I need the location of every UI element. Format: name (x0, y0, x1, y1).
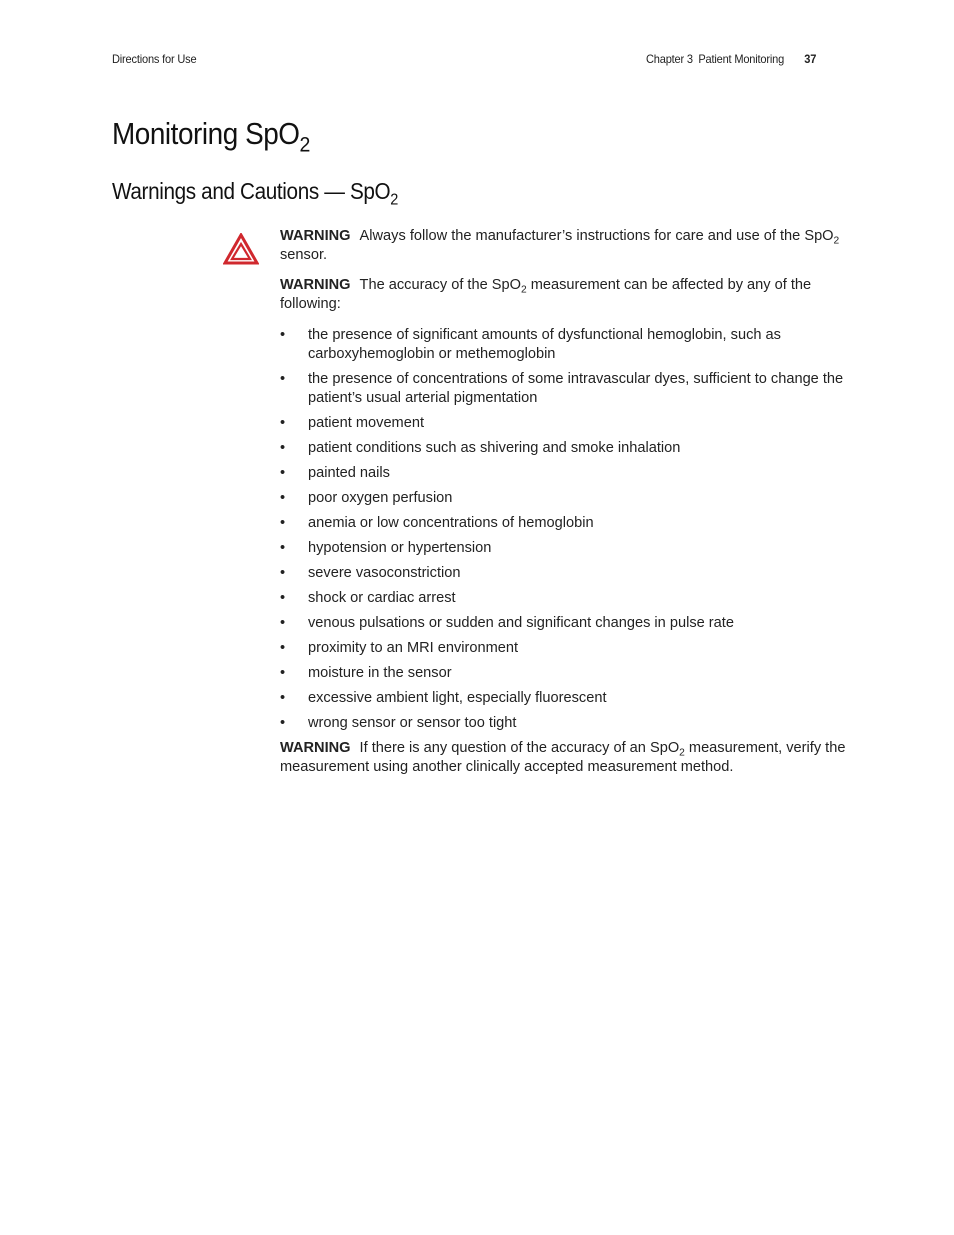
bullet: • (280, 640, 286, 656)
list-item (280, 326, 846, 364)
list-item (280, 370, 846, 408)
warning-text: The accuracy of the SpO (359, 277, 521, 293)
warning-label: WARNING (280, 740, 351, 756)
warning-label: WARNING (280, 228, 351, 244)
running-header-left: Directions for Use (112, 52, 197, 66)
section-heading-subscript: 2 (390, 190, 399, 209)
list-item-text: excessive ambient light, especially fluorescent (308, 690, 607, 706)
page-title-text: Monitoring SpO (112, 116, 300, 151)
warning-text-tail: measurement, verify the measurement using another clinically accepted measurement method. (280, 740, 846, 775)
bullet: • (280, 590, 286, 606)
warning-text-tail: measurement can be affected by any of the following: (280, 277, 812, 312)
warning-paragraph-3 (280, 739, 846, 777)
section-heading (112, 178, 399, 209)
list-item (280, 489, 846, 508)
accuracy-factors-list (280, 326, 846, 733)
list-item-text: the presence of concentrations of some intravascular dyes, sufficient to change the patient’s usual arterial pigmentation (308, 371, 844, 406)
chapter-title: Patient Monitoring (698, 52, 785, 66)
list-item (280, 589, 846, 608)
warning-label: WARNING (280, 277, 351, 293)
running-header-right (646, 52, 816, 66)
page-title (112, 116, 310, 157)
warning-subscript: 2 (833, 235, 840, 247)
list-item-text: the presence of significant amounts of dysfunctional hemoglobin, such as carboxyhemoglobin or methemoglobin (308, 327, 781, 362)
bullet: • (280, 415, 286, 431)
list-item-text: poor oxygen perfusion (308, 490, 453, 506)
bullet: • (280, 371, 286, 387)
list-item-text: proximity to an MRI environment (308, 640, 519, 656)
list-item-text: venous pulsations or sudden and significant changes in pulse rate (308, 615, 734, 631)
warning-text: Always follow the manufacturer’s instructions for care and use of the SpO (359, 228, 834, 244)
bullet: • (280, 465, 286, 481)
page-title-subscript: 2 (299, 131, 310, 157)
list-item (280, 464, 846, 483)
list-item-text: wrong sensor or sensor too tight (308, 715, 517, 731)
list-item (280, 689, 846, 708)
list-item-text: anemia or low concentrations of hemoglobin (308, 515, 594, 531)
bullet: • (280, 540, 286, 556)
list-item-text: patient conditions such as shivering and smoke inhalation (308, 440, 681, 456)
bullet: • (280, 715, 286, 731)
warnings-block (280, 227, 846, 788)
list-item (280, 514, 846, 533)
list-item-text: shock or cardiac arrest (308, 590, 456, 606)
list-item-text: hypotension or hypertension (308, 540, 492, 556)
warning-text-tail: sensor. (280, 247, 328, 263)
bullet: • (280, 440, 286, 456)
section-heading-text: Warnings and Cautions — SpO (112, 178, 391, 204)
warning-subscript: 2 (679, 747, 685, 759)
list-item (280, 664, 846, 683)
list-item-text: severe vasoconstriction (308, 565, 461, 581)
list-item (280, 639, 846, 658)
list-item (280, 439, 846, 458)
bullet: • (280, 665, 286, 681)
list-item (280, 614, 846, 633)
bullet: • (280, 565, 286, 581)
warning-paragraph-1 (280, 227, 846, 265)
bullet: • (280, 690, 286, 706)
warning-subscript: 2 (520, 284, 527, 296)
warning-triangle-icon (223, 233, 259, 265)
list-item (280, 539, 846, 558)
list-item-text: patient movement (308, 415, 425, 431)
page-number: 37 (804, 52, 817, 66)
warning-paragraph-2 (280, 276, 846, 314)
list-item-text: painted nails (308, 465, 390, 481)
list-item (280, 414, 846, 433)
bullet: • (280, 615, 286, 631)
list-item-text: moisture in the sensor (308, 665, 452, 681)
bullet: • (280, 327, 286, 343)
bullet: • (280, 490, 286, 506)
list-item (280, 564, 846, 583)
warning-text: If there is any question of the accuracy of an SpO (359, 740, 680, 756)
list-item (280, 714, 846, 733)
bullet: • (280, 515, 286, 531)
chapter-number: Chapter 3 (646, 52, 693, 66)
